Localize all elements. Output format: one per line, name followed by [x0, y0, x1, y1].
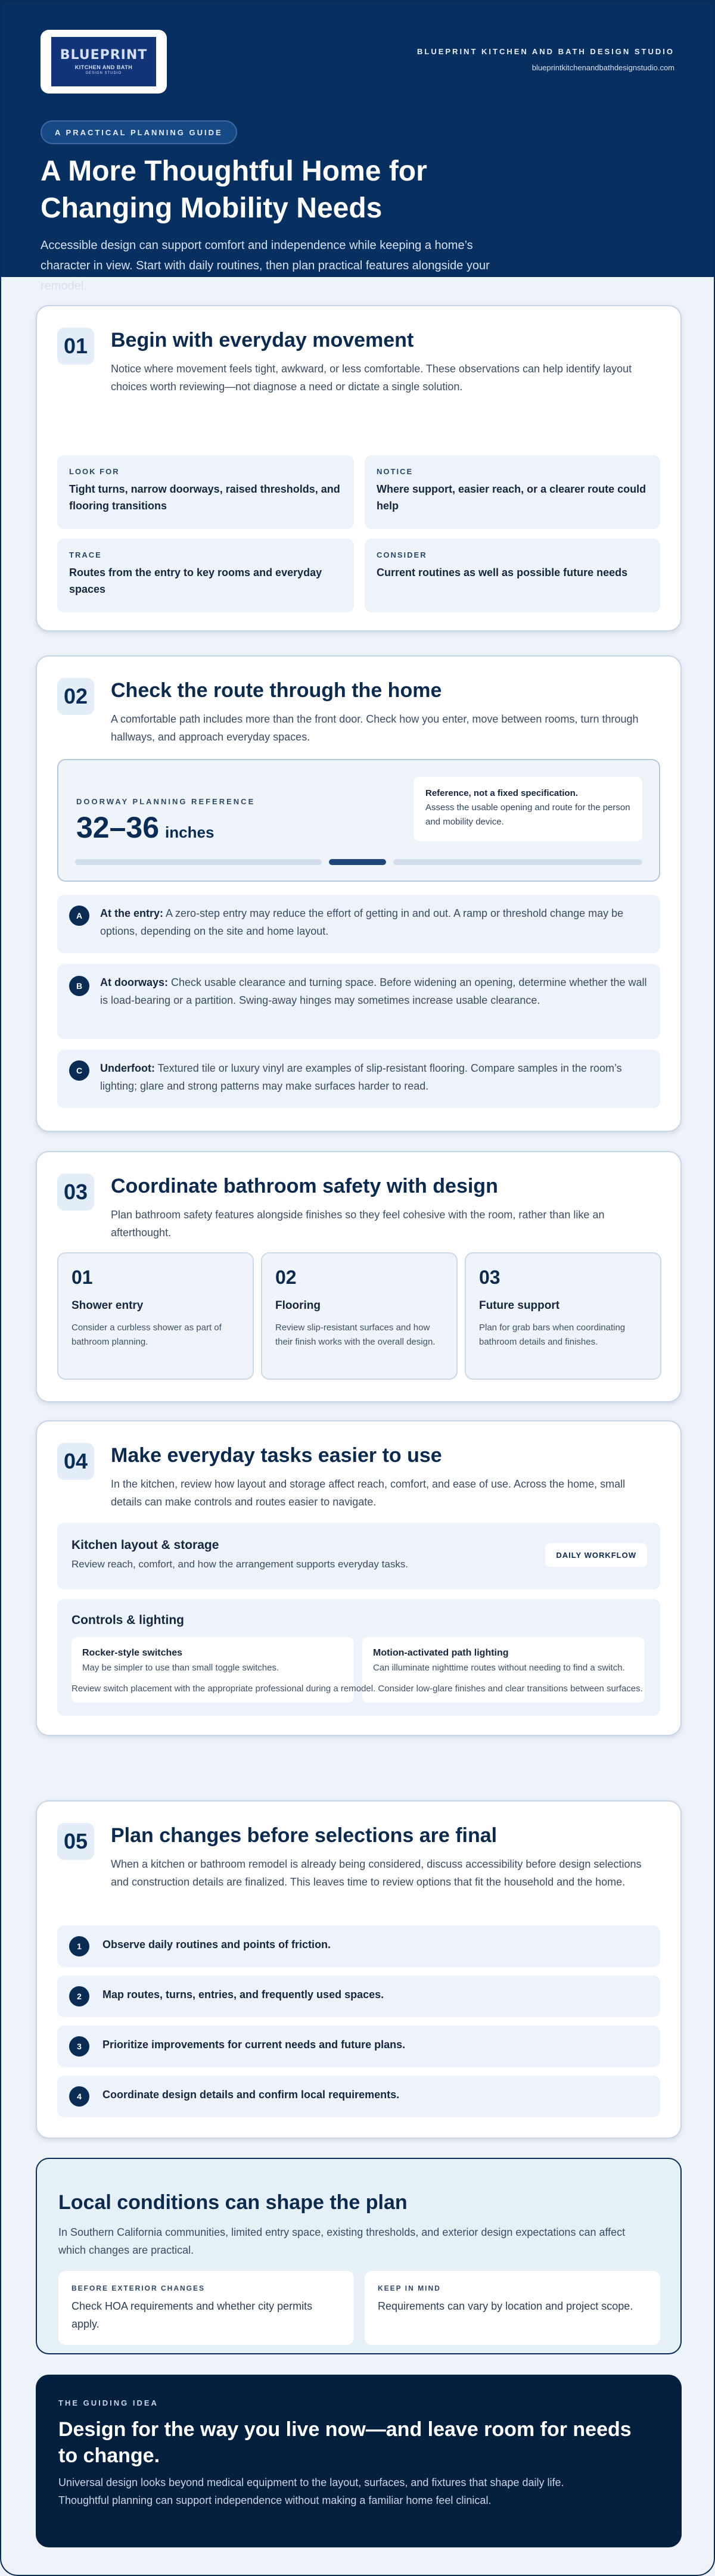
- tile-kicker: NOTICE: [377, 467, 414, 476]
- reference-unit: inches: [165, 823, 214, 841]
- point-label: Underfoot:: [100, 1062, 155, 1074]
- section-lead: In the kitchen, review how layout and storage affect reach, comfort, and ease of use. Across the home, small details can make controls and routes easier to navigate.: [111, 1478, 626, 1508]
- point-badge: A: [69, 906, 89, 926]
- point-text: [100, 1059, 648, 1095]
- reference-note-title: Reference, not a fixed specification.: [425, 788, 578, 798]
- section-lead: Plan bathroom safety features alongside finishes so they feel cohesive with the room, rather than like an afterthought.: [111, 1209, 605, 1239]
- point-body: Check usable clearance and turning space. Before widening an opening, determine whether the wall is load-bearing or a partition. Swing-away hinges may sometimes increase usable clearance.: [100, 976, 647, 1006]
- studio-logo[interactable]: [41, 30, 167, 94]
- local-kicker: KEEP IN MIND: [378, 2284, 441, 2292]
- logo-subtitle-2: DESIGN STUDIO: [85, 71, 122, 75]
- section-guiding-idea: [36, 2375, 682, 2547]
- point-text: [100, 973, 648, 1009]
- section-number: 04: [57, 1443, 94, 1480]
- kitchen-layout-panel: [57, 1523, 660, 1589]
- tile-consider: [365, 539, 660, 612]
- section-number: 01: [57, 328, 94, 365]
- point-label: At the entry:: [100, 907, 164, 919]
- plan-step-2: [57, 1975, 660, 2017]
- controls-title: Controls & lighting: [72, 1613, 184, 1627]
- point-body: A zero-step entry may reduce the effort of getting in and out. A ramp or threshold change may be options, depending on the site and home layout.: [100, 907, 624, 937]
- reference-note: [414, 777, 642, 841]
- tile-text: Routes from the entry to key rooms and everyday spaces: [69, 567, 322, 595]
- local-text: Check HOA requirements and whether city permits apply.: [72, 2300, 313, 2330]
- tile-look-for: [57, 455, 354, 529]
- plan-text: Coordinate design details and confirm local requirements.: [102, 2089, 400, 2101]
- control-title: Motion-activated path lighting: [373, 1648, 509, 1658]
- point-text: [100, 904, 648, 940]
- logo-wordmark: BLUEPRINT: [60, 47, 148, 63]
- studio-name: BLUEPRINT KITCHEN AND BATH DESIGN STUDIO: [417, 47, 674, 56]
- guide-kicker: THE GUIDING IDEA: [58, 2398, 158, 2407]
- range-bar-left: [75, 859, 322, 865]
- plan-step-1: [57, 1925, 660, 1967]
- plan-text: Prioritize improvements for current needs and future plans.: [102, 2039, 406, 2051]
- point-underfoot: [57, 1050, 660, 1108]
- section-lead: Notice where movement feels tight, awkward, or less comfortable. These observations can help identify layout choices worth reviewing—not diagnose a need or dictate a single solution.: [111, 363, 632, 393]
- control-text: Can illuminate nighttime routes without needing to find a switch.: [373, 1663, 625, 1673]
- guide-title: Design for the way you live now—and leave room for needs to change.: [58, 2418, 632, 2467]
- plan-text: Map routes, turns, entries, and frequently used spaces.: [102, 1989, 384, 2001]
- section-everyday-tasks: [36, 1420, 682, 1736]
- hero-header: [1, 1, 714, 293]
- section-plan-changes: [36, 1800, 682, 2139]
- tile-text: Where support, easier reach, or a clearer route could help: [377, 483, 646, 512]
- section-number: 03: [57, 1174, 94, 1211]
- controls-lighting-panel: [57, 1599, 660, 1716]
- reference-note-text: Assess the usable opening and route for the person and mobility device.: [425, 802, 630, 827]
- controls-note: Review switch placement with the appropriate professional during a remodel. Consider low-glare finishes and clear transitions between surfaces.: [72, 1684, 643, 1694]
- section-lead: A comfortable path includes more than the front door. Check how you enter, move between rooms, turn through hallways, and approach everyday spaces.: [111, 713, 639, 743]
- kitchen-title: Kitchen layout & storage: [72, 1538, 219, 1552]
- tile-kicker: TRACE: [69, 550, 102, 559]
- control-text: May be simpler to use than small toggle switches.: [82, 1663, 279, 1673]
- local-text: Requirements can vary by location and project scope.: [378, 2300, 633, 2312]
- section-bathroom-safety: [36, 1151, 682, 1402]
- website-link[interactable]: blueprintkitchenandbathdesignstudio.com: [531, 63, 674, 72]
- doorway-reference-panel: [57, 759, 660, 882]
- step-number: 02: [275, 1267, 297, 1288]
- reference-kicker: DOORWAY PLANNING REFERENCE: [76, 797, 256, 806]
- step-flooring: [261, 1252, 458, 1380]
- local-title: Local conditions can shape the plan: [58, 2191, 408, 2214]
- plan-badge: 4: [69, 2086, 89, 2107]
- tile-trace: [57, 539, 354, 612]
- step-number: 03: [479, 1267, 500, 1288]
- plan-text: Observe daily routines and points of friction.: [102, 1939, 331, 1950]
- tile-kicker: LOOK FOR: [69, 467, 120, 476]
- logo-mark: [51, 37, 156, 86]
- logo-subtitle: KITCHEN AND BATH: [74, 64, 133, 70]
- section-title: Coordinate bathroom safety with design: [111, 1175, 498, 1197]
- point-entry: [57, 895, 660, 953]
- point-badge: C: [69, 1060, 89, 1081]
- point-label: At doorways:: [100, 976, 169, 988]
- section-route-through-home: [36, 655, 682, 1132]
- range-bar-right: [393, 859, 642, 865]
- guide-pill: A PRACTICAL PLANNING GUIDE: [41, 120, 237, 144]
- step-future-support: [465, 1252, 661, 1380]
- step-text: Plan for grab bars when coordinating bathroom details and finishes.: [479, 1323, 626, 1347]
- tile-notice: [365, 455, 660, 529]
- plan-badge: 1: [69, 1936, 89, 1956]
- kitchen-text: Review reach, comfort, and how the arrangement supports everyday tasks.: [72, 1558, 409, 1570]
- tile-text: Current routines as well as possible future needs: [377, 567, 628, 578]
- local-box-keep-in-mind: [365, 2271, 660, 2345]
- reference-value: [76, 810, 214, 845]
- tile-text: Tight turns, narrow doorways, raised thresholds, and flooring transitions: [69, 483, 340, 512]
- plan-badge: 3: [69, 2036, 89, 2057]
- point-badge: B: [69, 976, 89, 996]
- step-title: Shower entry: [72, 1299, 144, 1312]
- section-title: Plan changes before selections are final: [111, 1824, 498, 1847]
- step-number: 01: [72, 1267, 93, 1288]
- plan-step-4: [57, 2076, 660, 2117]
- step-title: Future support: [479, 1299, 560, 1312]
- section-number: 05: [57, 1823, 94, 1860]
- section-number: 02: [57, 678, 94, 715]
- reference-number: 32–36: [76, 811, 160, 844]
- section-lead: When a kitchen or bathroom remodel is already being considered, discuss accessibility before design selections and construction details are finalized. This leaves time to review options that fit the household and the home.: [111, 1858, 642, 1888]
- step-shower-entry: [57, 1252, 254, 1380]
- section-local-conditions: [36, 2158, 682, 2354]
- step-text: Review slip-resistant surfaces and how their finish works with the overall design.: [275, 1323, 436, 1347]
- section-title: Make everyday tasks easier to use: [111, 1444, 442, 1467]
- local-lead: In Southern California communities, limited entry space, existing thresholds, and exterior design expectations can affect which changes are practical.: [58, 2226, 626, 2256]
- step-text: Consider a curbless shower as part of bathroom planning.: [72, 1323, 222, 1347]
- daily-workflow-tag: DAILY WORKFLOW: [545, 1543, 647, 1567]
- control-title: Rocker-style switches: [82, 1648, 183, 1658]
- tile-kicker: CONSIDER: [377, 550, 427, 559]
- step-title: Flooring: [275, 1299, 321, 1312]
- plan-badge: 2: [69, 1986, 89, 2006]
- section-title: Check the route through the home: [111, 679, 442, 702]
- local-box-exterior: [58, 2271, 354, 2345]
- guide-text: Universal design looks beyond medical equipment to the layout, surfaces, and fixtures that shape daily life. Thoughtful planning can support independence without making a familiar home feel clinical.: [58, 2477, 564, 2506]
- point-body: Textured tile or luxury vinyl are examples of slip-resistant flooring. Compare samples in the room’s lighting; glare and strong patterns may make surfaces harder to read.: [100, 1062, 622, 1092]
- section-title: Begin with everyday movement: [111, 329, 414, 351]
- hero-intro: Accessible design can support comfort and independence while keeping a home’s character in view. Start with daily routines, then plan practical features alongside your remodel.: [41, 239, 490, 293]
- page-title: A More Thoughtful Home for Changing Mobility Needs: [41, 155, 427, 224]
- section-everyday-movement: [36, 305, 682, 631]
- point-doorways: [57, 964, 660, 1039]
- range-bar-highlight: [329, 859, 386, 865]
- local-kicker: BEFORE EXTERIOR CHANGES: [72, 2284, 206, 2292]
- plan-step-3: [57, 2026, 660, 2067]
